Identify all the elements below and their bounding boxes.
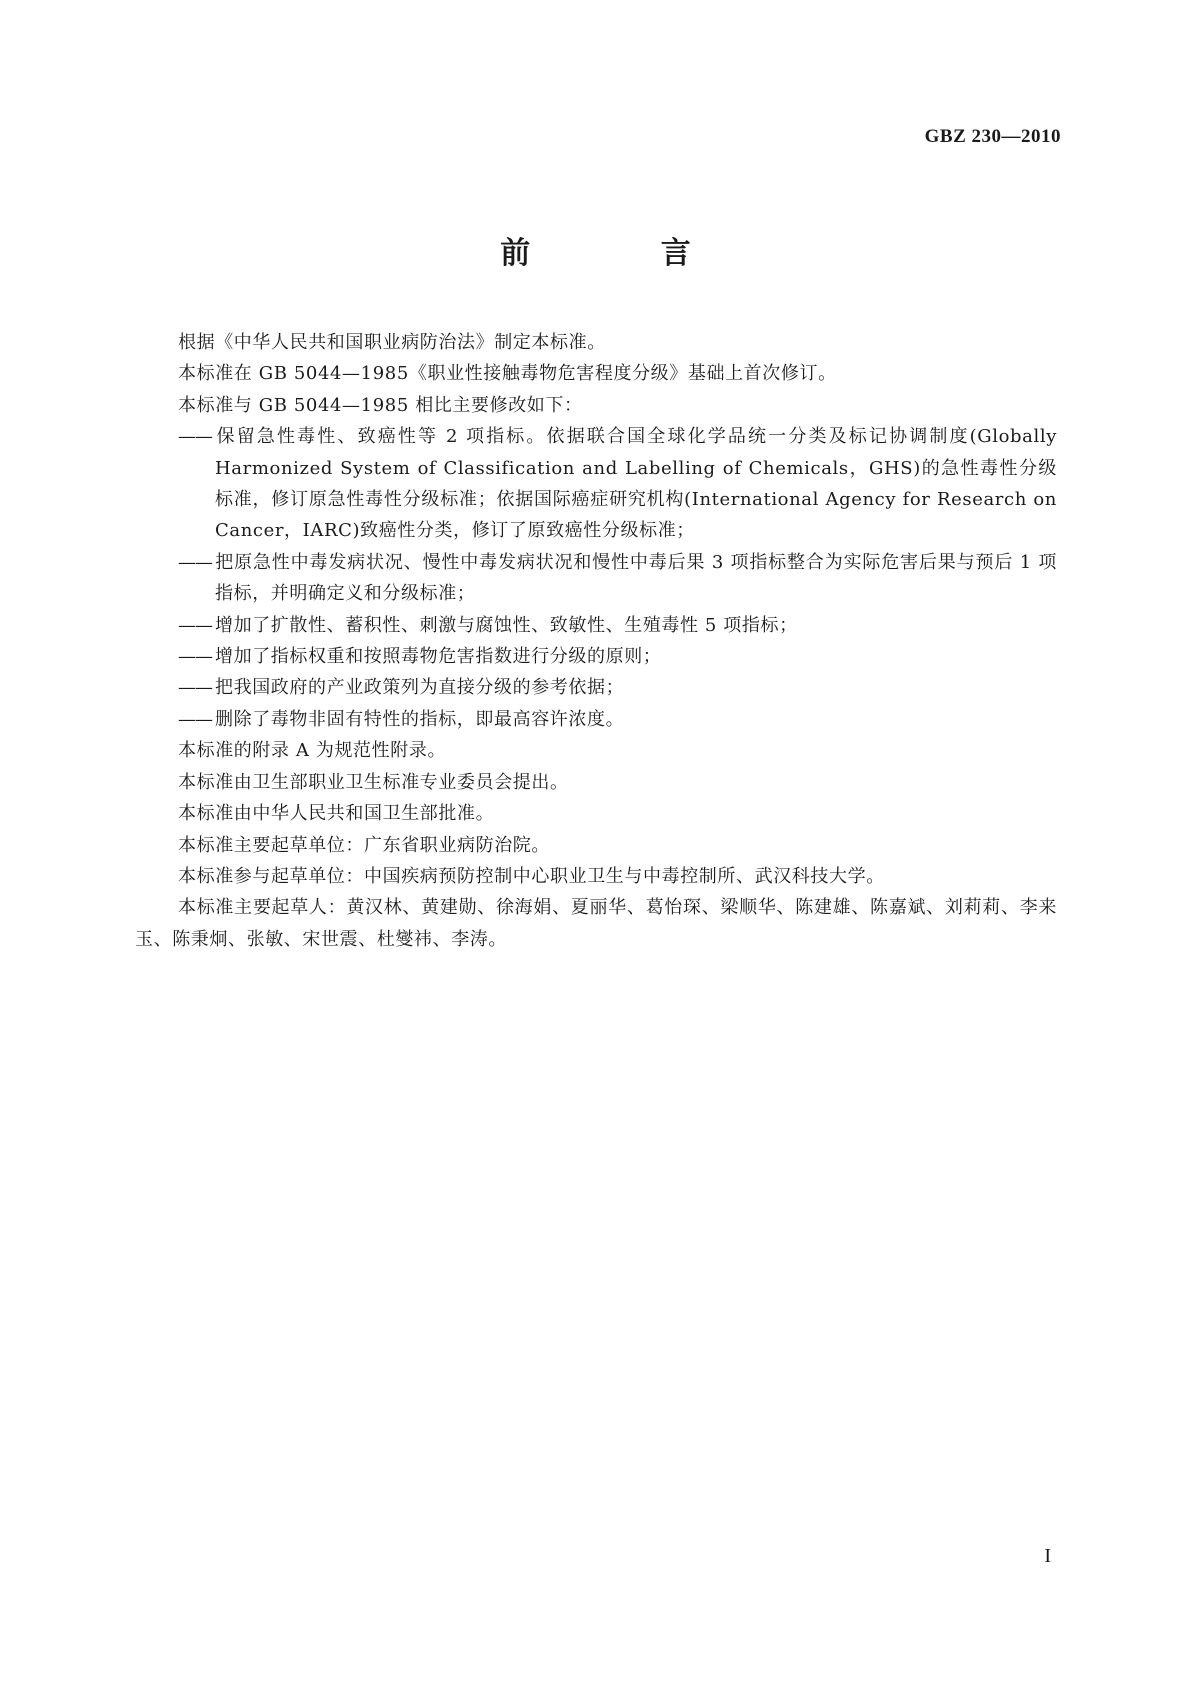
list-item-text: 把我国政府的产业政策列为直接分级的参考依据； — [215, 677, 625, 699]
list-item-text: 增加了指标权重和按照毒物危害指数进行分级的原则； — [215, 646, 662, 668]
paragraph: 根据《中华人民共和国职业病防治法》制定本标准。 — [178, 332, 606, 353]
paragraph: 本标准由卫生部职业卫生标准专业委员会提出。 — [178, 771, 569, 793]
page-title: 前 言 — [500, 236, 751, 271]
dash-marker: —— — [178, 551, 212, 573]
document-body — [135, 327, 1057, 955]
paragraph: 本标准主要起草人：黄汉林、黄建勋、徐海娟、夏丽华、葛怡琛、梁顺华、陈建雄、陈嘉斌、刘莉莉、李来玉、陈秉炯、张敏、宋世震、杜燮祎、李涛。 — [135, 897, 1057, 950]
dash-marker: —— — [178, 426, 212, 448]
paragraph: 本标准由中华人民共和国卫生部批准。 — [178, 803, 495, 825]
list-item — [135, 704, 1057, 735]
paragraph: 本标准主要起草单位：广东省职业病防治院。 — [178, 834, 550, 856]
list-item — [135, 547, 1057, 610]
dash-marker: —— — [178, 708, 212, 730]
paragraph: 本标准与 GB 5044—1985 相比主要修改如下： — [178, 394, 583, 416]
list-item-text: 删除了毒物非固有特性的指标，即最高容许浓度。 — [215, 708, 625, 730]
paragraph: 本标准在 GB 5044—1985《职业性接触毒物危害程度分级》基础上首次修订。 — [178, 363, 837, 385]
list-item — [135, 610, 1057, 641]
standard-code: GBZ 230—2010 — [924, 126, 1061, 147]
dash-marker: —— — [178, 614, 212, 636]
list-item-text: 把原急性中毒发病状况、慢性中毒发病状况和慢性中毒后果 3 项指标整合为实际危害后果与预后 1 项指标，并明确定义和分级标准； — [215, 551, 1057, 605]
list-item — [135, 421, 1057, 547]
list-item — [135, 672, 1057, 703]
paragraph: 本标准参与起草单位：中国疾病预防控制中心职业卫生与中毒控制所、武汉科技大学。 — [178, 865, 885, 887]
dash-marker: —— — [178, 677, 212, 699]
list-item — [135, 641, 1057, 672]
paragraph: 本标准的附录 A 为规范性附录。 — [178, 740, 447, 762]
page-number: I — [1044, 1545, 1051, 1567]
list-item-text: 保留急性毒性、致癌性等 2 项指标。依据联合国全球化学品统一分类及标记协调制度(Globally Harmonized System of Classification and Labelling of Chemicals，GHS)的急性毒性分级标准，修订原急性毒性分级标准；依据国际癌症研究机构(International Agency for Research on Cancer，IARC)致癌性分类，修订了原致癌性分级标准； — [215, 426, 1057, 542]
dash-marker: —— — [178, 646, 212, 668]
list-item-text: 增加了扩散性、蓄积性、刺激与腐蚀性、致敏性、生殖毒性 5 项指标； — [215, 614, 798, 636]
